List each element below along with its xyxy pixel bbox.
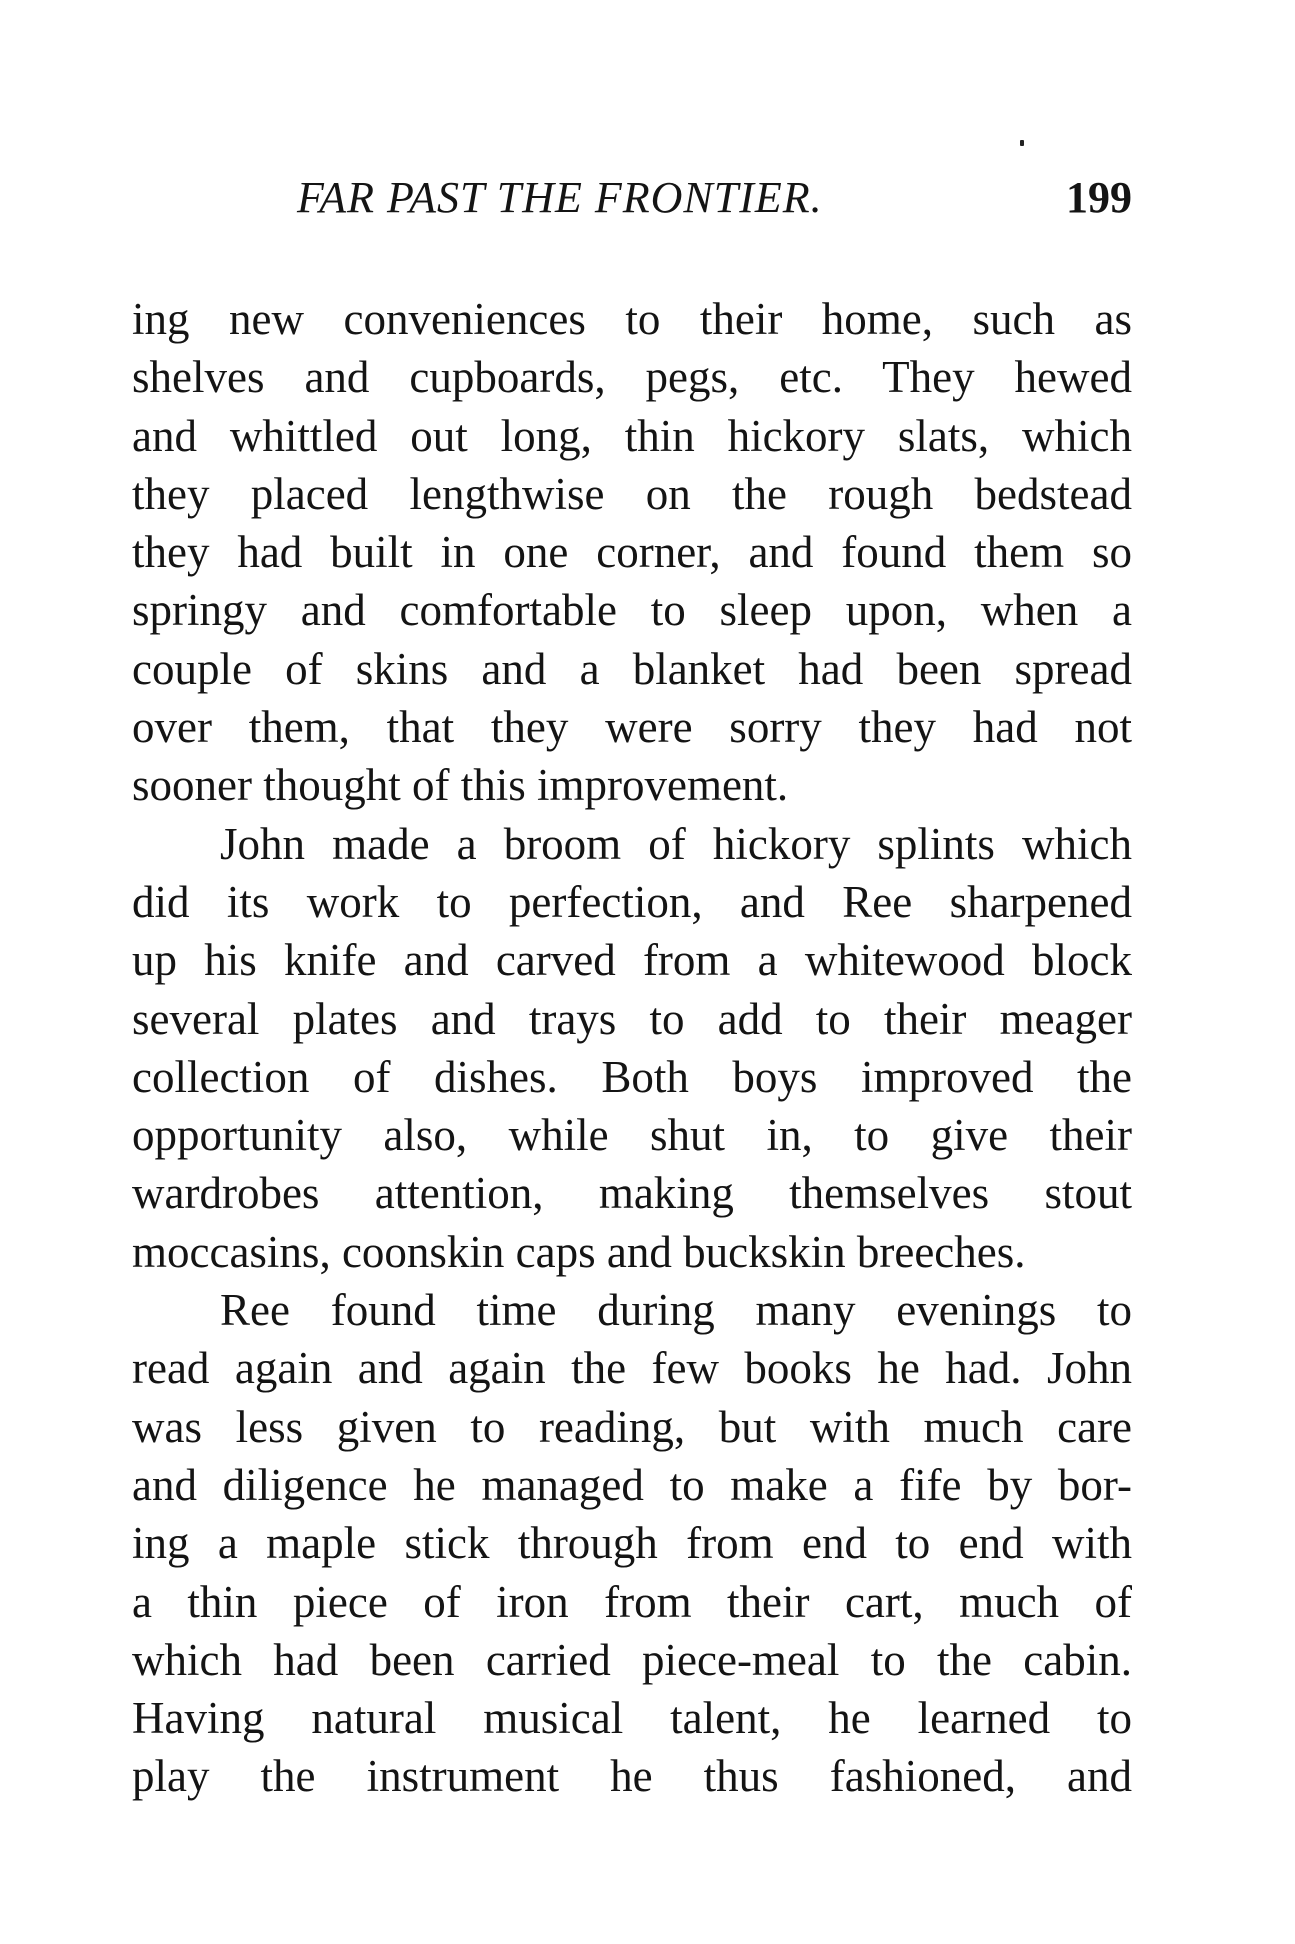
text-line: opportunity also, while shut in, to give their [132, 1110, 1132, 1161]
text-line: several plates and trays to add to their meager [132, 993, 1132, 1044]
text-line: couple of skins and a blanket had been spread [132, 643, 1132, 694]
text-line: a thin piece of iron from their cart, much of [132, 1576, 1132, 1627]
text-line: was less given to reading, but with much care [132, 1401, 1132, 1452]
text-line: and diligence he managed to make a fife by bor- [132, 1459, 1132, 1510]
text-line: they had built in one corner, and found them so [132, 527, 1132, 578]
text-line: up his knife and carved from a whitewood block [132, 935, 1132, 986]
text-line: shelves and cupboards, pegs, etc. They hewed [132, 352, 1132, 403]
text-line: over them, that they were sorry they had not [132, 702, 1132, 753]
text-line: John made a broom of hickory splints which [220, 818, 1132, 869]
running-head [132, 172, 1132, 232]
text-line: did its work to perfection, and Ree sharpened [132, 876, 1132, 927]
text-line: which had been carried piece-meal to the cabin. [132, 1634, 1132, 1685]
text-line: Having natural musical talent, he learned to [132, 1693, 1132, 1744]
text-line: ing new conveniences to their home, such as [132, 294, 1132, 344]
text-line: sooner thought of this improvement. [132, 760, 789, 811]
text-line: wardrobes attention, making themselves stout [132, 1168, 1132, 1219]
body-text [132, 290, 1132, 1806]
text-line: ing a maple stick through from end to end with [132, 1518, 1132, 1569]
text-line: play the instrument he thus fashioned, and [132, 1751, 1132, 1802]
text-line: and whittled out long, thin hickory slats, which [132, 410, 1132, 461]
running-title: FAR PAST THE FRONTIER. [297, 173, 823, 222]
text-line: springy and comfortable to sleep upon, when a [132, 585, 1132, 636]
text-line: moccasins, coonskin caps and buckskin breeches. [132, 1226, 1026, 1277]
text-line: they placed lengthwise on the rough bedstead [132, 468, 1132, 519]
print-speck [1020, 140, 1024, 146]
text-line: read again and again the few books he had. John [132, 1343, 1132, 1394]
text-line: Ree found time during many evenings to [220, 1285, 1132, 1336]
page-number: 199 [1066, 173, 1132, 222]
text-line: collection of dishes. Both boys improved the [132, 1051, 1132, 1102]
